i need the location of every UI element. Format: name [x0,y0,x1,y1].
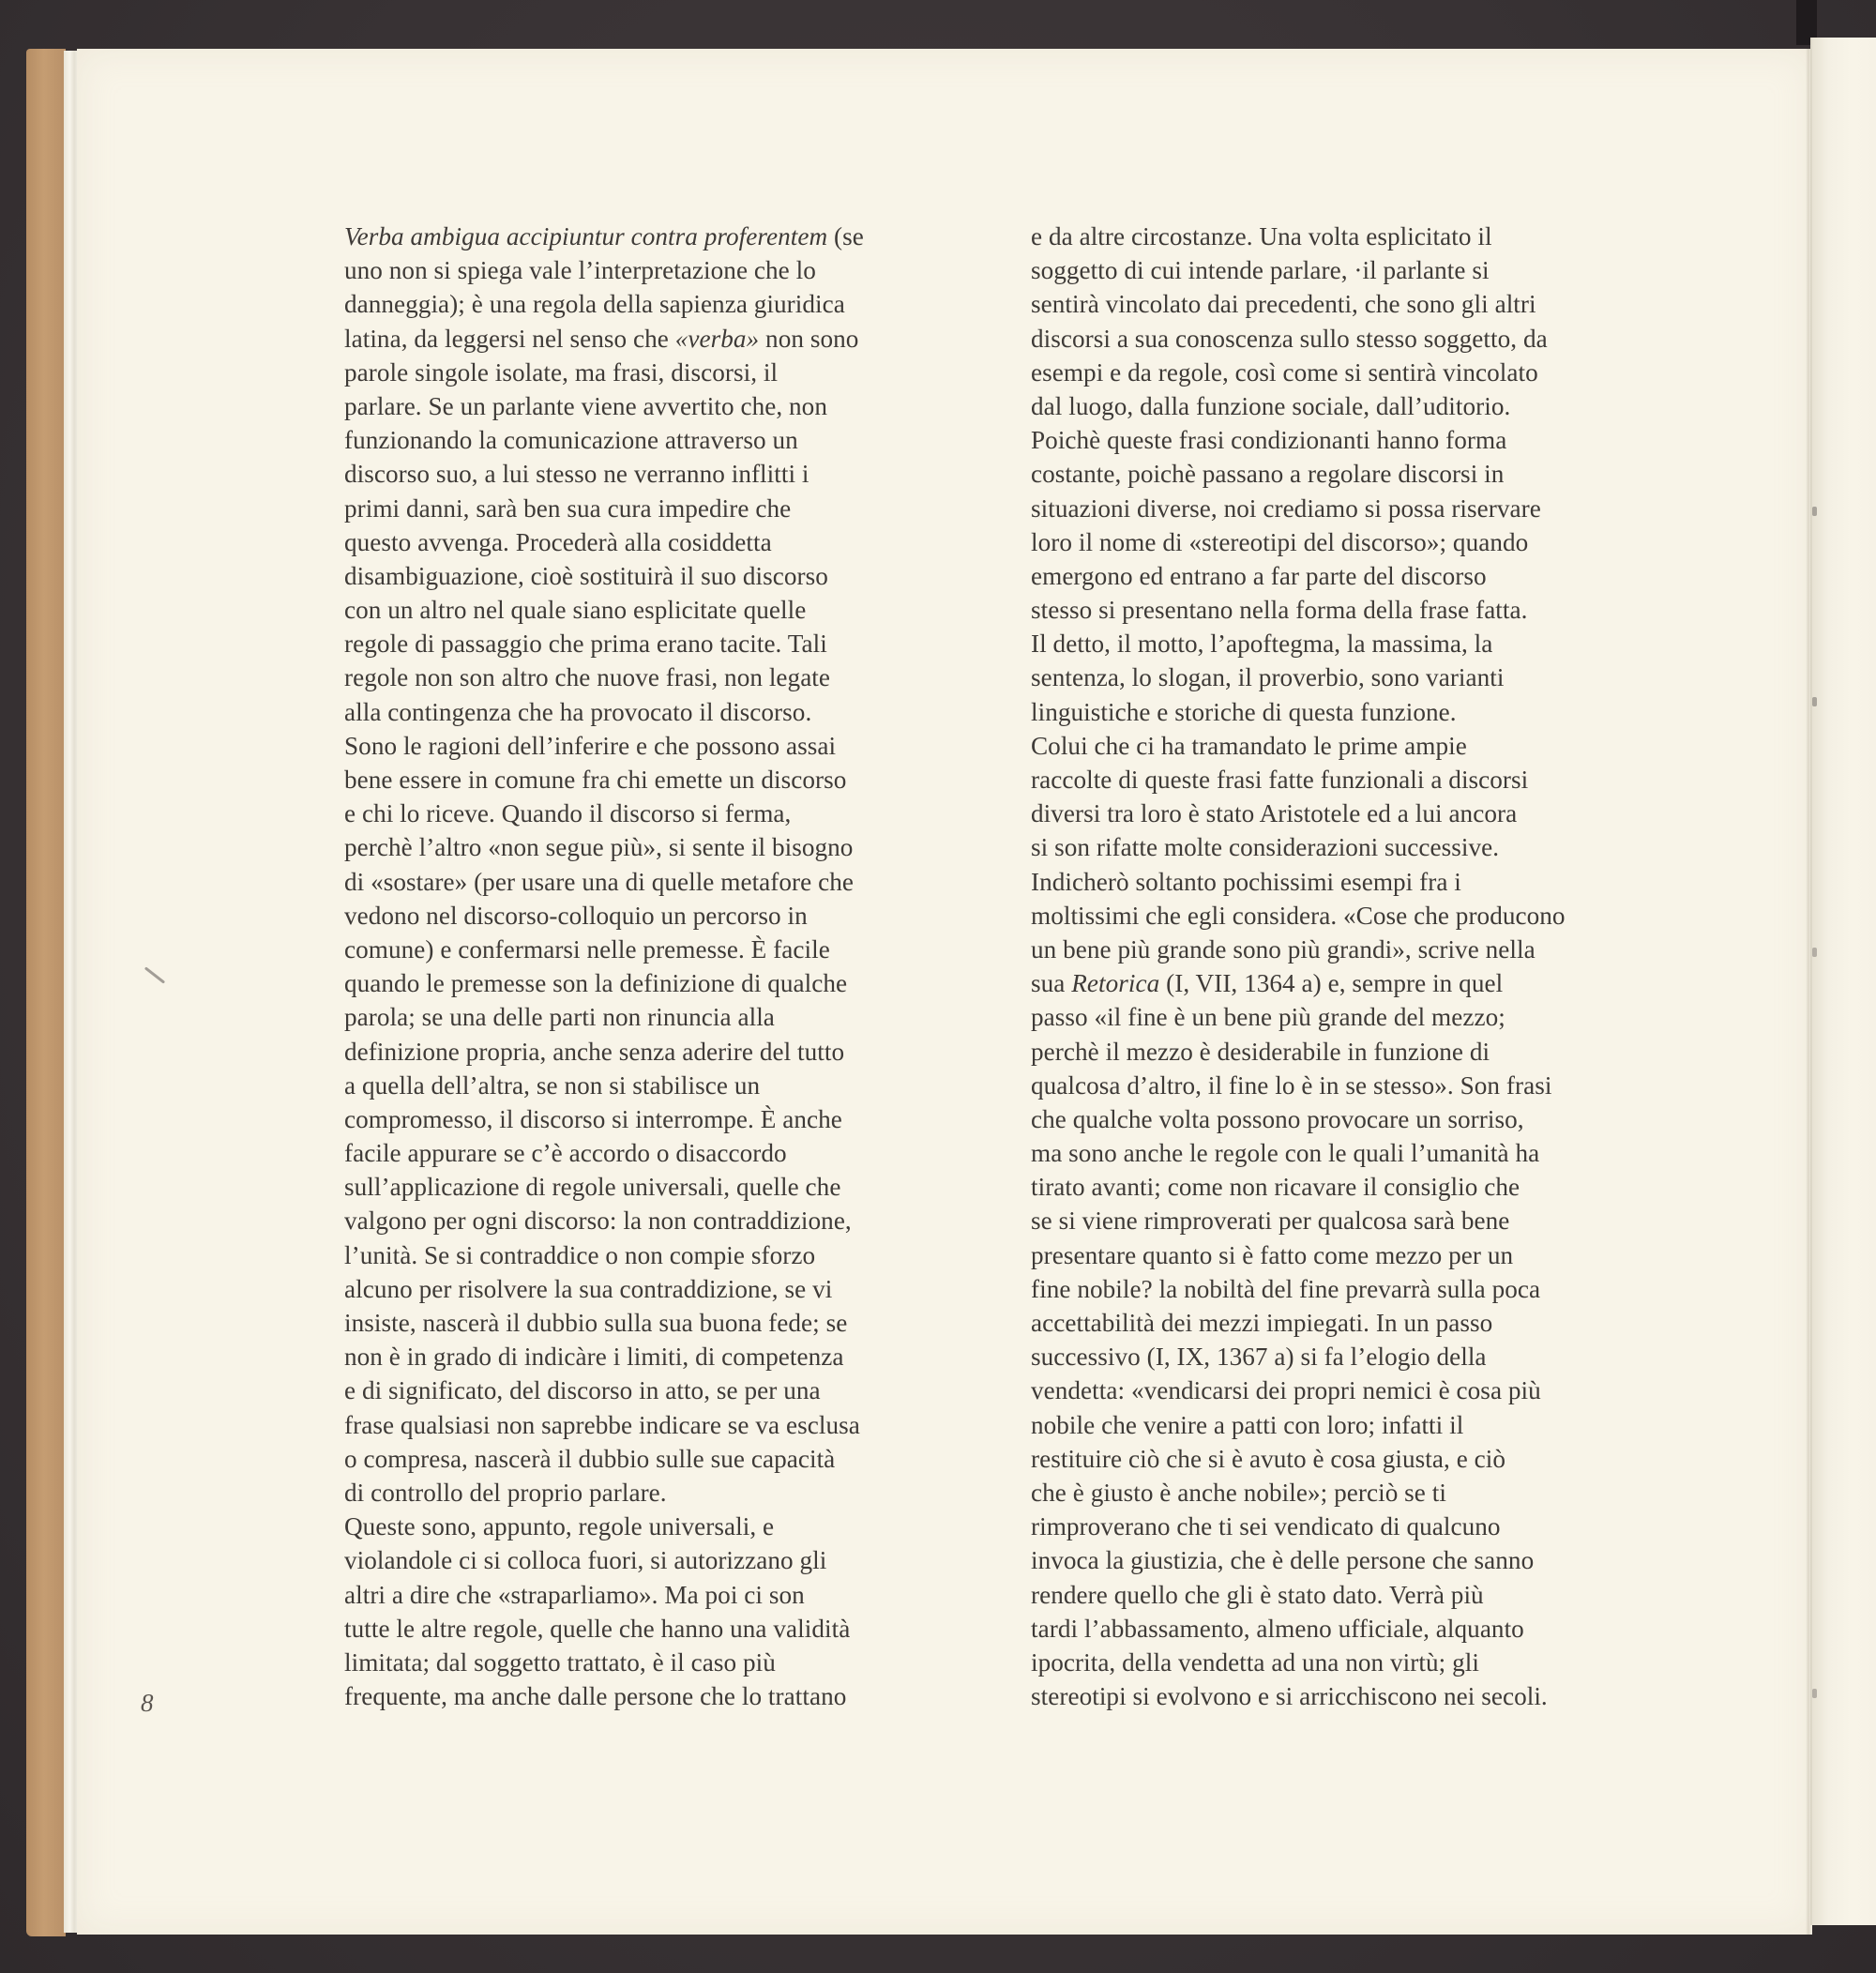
text-line [1031,1612,1650,1646]
text-line [344,559,945,593]
text-run: di «sostare» (per usare una di quelle metafore che [344,867,854,896]
text-line [1031,695,1650,729]
text-line [1031,1204,1650,1237]
text-line [344,899,945,933]
text-run: l’unità. Se si contraddice o non compie sforzo [344,1240,816,1269]
margin-mark [1812,697,1817,706]
text-line [1031,1136,1650,1170]
text-run: e chi lo riceve. Quando il discorso si ferma, [344,799,792,828]
text-run: funzionando la comunicazione attraverso un [344,426,798,455]
text-run: invoca la giustizia, che è delle persone che sanno [1031,1546,1535,1575]
text-run: tardi l’abbassamento, almeno ufficiale, alquanto [1031,1614,1524,1643]
text-line [344,830,945,864]
text-line [1031,1035,1650,1069]
text-run: moltissimi che egli considera. «Cose che producono [1031,901,1566,930]
text-line [1031,220,1650,253]
text-line [344,492,945,525]
text-run: linguistiche e storiche di questa funzione. [1031,697,1457,726]
text-line [344,389,945,423]
text-line [344,729,945,763]
text-run: facile appurare se c’è accordo o disaccordo [344,1139,787,1168]
text-run: Poichè queste frasi condizionanti hanno forma [1031,426,1507,455]
text-run: passo «il fine è un bene più grande del mezzo; [1031,1003,1505,1032]
text-run: che è giusto è anche nobile»; perciò se ti [1031,1478,1446,1507]
text-run: quando le premesse son la definizione di qualche [344,969,848,998]
text-line [1031,729,1650,763]
text-line [1031,1238,1650,1272]
text-run: parola; se una delle parti non rinuncia alla [344,1003,775,1032]
italic-run: Verba ambigua accipiuntur contra proferentem [344,222,828,250]
text-run: Indicherò soltanto pochissimi esempi fra i [1031,867,1461,896]
text-run: Il detto, il motto, l’apoftegma, la massima, la [1031,630,1493,659]
text-run: tutte le altre regole, quelle che hanno una validità [344,1614,851,1643]
text-line [1031,525,1650,559]
text-line [344,457,945,491]
text-run: sua [1031,969,1072,998]
text-run: rendere quello che gli è stato dato. Verrà più [1031,1580,1484,1609]
text-line [344,627,945,660]
text-line [344,1170,945,1204]
text-run: qualcosa d’altro, il fine lo è in se stesso». Son frasi [1031,1070,1552,1100]
text-run: stesso si presentano nella forma della frase fatta. [1031,596,1528,625]
text-run: rimproverano che ti sei vendicato di qualcuno [1031,1512,1501,1541]
text-run: ma sono anche le regole con le quali l’umanità ha [1031,1139,1540,1168]
text-run: diversi tra loro è stato Aristotele ed a lui ancora [1031,799,1518,828]
italic-run: «verba» [674,324,760,353]
text-line [1031,1340,1650,1374]
text-line [344,1679,945,1713]
text-line [1031,1679,1650,1713]
text-line [1031,797,1650,830]
text-run: insiste, nascerà il dubbio sulla sua buona fede; se [344,1309,848,1337]
text-line [1031,660,1650,694]
text-run: questo avvenga. Procederà alla cosiddetta [344,527,772,556]
text-run: costante, poichè passano a regolare discorsi in [1031,460,1505,489]
text-run: con un altro nel quale siano esplicitate quelle [344,596,807,625]
text-line [1031,1646,1650,1679]
text-line [344,1238,945,1272]
text-line [344,966,945,1000]
text-line [344,1510,945,1543]
text-line [344,1069,945,1102]
margin-mark [1812,507,1817,516]
text-line [1031,1578,1650,1612]
text-line [344,287,945,321]
text-run: uno non si spiega vale l’interpretazione che lo [344,256,816,285]
book-spine [26,49,66,1936]
text-line [344,356,945,389]
text-line [344,423,945,457]
text-line [1031,1170,1650,1204]
text-line [1031,627,1650,660]
text-run: di controllo del proprio parlare. [344,1478,667,1507]
text-run: (se [827,222,864,250]
text-line [344,1204,945,1237]
text-run: se si viene rimproverati per qualcosa sarà bene [1031,1207,1510,1236]
text-run: bene essere in comune fra chi emette un discorso [344,766,847,794]
text-line [344,1035,945,1069]
text-run: discorsi a sua conoscenza sullo stesso soggetto, da [1031,324,1548,353]
text-run: accettabilità dei mezzi impiegati. In un passo [1031,1309,1493,1337]
text-run: e da altre circostanze. Una volta esplicitato il [1031,222,1492,250]
page-number: 8 [141,1689,154,1717]
text-line [1031,899,1650,933]
text-run: alcuno per risolvere la sua contraddizione, se vi [344,1274,833,1303]
text-line [344,1646,945,1679]
text-run: sentirà vincolato dai precedenti, che sono gli altri [1031,290,1536,319]
text-line [1031,287,1650,321]
text-line [344,695,945,729]
text-line [344,1272,945,1306]
text-line [344,525,945,559]
text-line [1031,322,1650,356]
text-run: danneggia); è una regola della sapienza giuridica [344,290,845,319]
text-line [344,797,945,830]
text-run: dal luogo, dalla funzione sociale, dall’uditorio. [1031,391,1511,420]
facing-page-edge [1810,38,1876,1925]
text-column-right [1031,220,1650,1713]
text-run: limitata; dal soggetto trattato, è il caso più [344,1647,776,1677]
text-line [344,1102,945,1136]
text-run: stereotipi si evolvono e si arricchiscono nei secoli. [1031,1682,1548,1711]
text-line [344,1374,945,1407]
text-line [1031,1442,1650,1476]
text-run: non è in grado di indicàre i limiti, di competenza [344,1343,844,1372]
text-line [1031,1272,1650,1306]
text-line [1031,966,1650,1000]
text-line [1031,253,1650,287]
text-run: e di significato, del discorso in atto, se per una [344,1376,821,1405]
text-run: un bene più grande sono più grandi», scrive nella [1031,934,1536,964]
text-run: parole singole isolate, ma frasi, discorsi, il [344,357,779,387]
text-run: loro il nome di «stereotipi del discorso»; quando [1031,527,1529,556]
text-line [344,865,945,899]
text-run: regole non son altro che nuove frasi, non legate [344,663,831,692]
text-run: perchè il mezzo è desiderabile in funzione di [1031,1037,1490,1066]
italic-run: Retorica [1071,969,1160,998]
text-line [1031,865,1650,899]
text-run: ipocrita, della vendetta ad una non virtù; gli [1031,1647,1479,1677]
text-line [1031,1476,1650,1510]
text-line [1031,1306,1650,1340]
text-run: definizione propria, anche senza aderire del tutto [344,1037,845,1066]
text-line [344,1476,945,1510]
text-line [1031,763,1650,797]
text-line [344,933,945,966]
text-line [1031,1374,1650,1407]
text-run: nobile che venire a patti con loro; infatti il [1031,1410,1464,1439]
text-line [1031,1543,1650,1577]
text-run: primi danni, sarà ben sua cura impedire che [344,493,792,523]
text-run: alla contingenza che ha provocato il discorso. [344,697,812,726]
text-line [1031,457,1650,491]
text-line [344,322,945,356]
text-run: Sono le ragioni dell’inferire e che possono assai [344,731,837,760]
text-run: regole di passaggio che prima erano tacite. Tali [344,630,827,659]
margin-mark [1812,948,1817,957]
text-run: si son rifatte molte considerazioni successive. [1031,833,1500,862]
text-line [344,763,945,797]
text-line [344,1000,945,1034]
text-run: parlare. Se un parlante viene avvertito che, non [344,391,827,420]
margin-mark [1812,1689,1817,1698]
text-line [344,220,945,253]
text-run: compromesso, il discorso si interrompe. È anche [344,1104,842,1133]
gutter-fold [1806,49,1811,1935]
text-column-left [344,220,945,1713]
text-run: frequente, ma anche dalle persone che lo trattano [344,1682,847,1711]
text-run: che qualche volta possono provocare un sorriso, [1031,1104,1524,1133]
text-line [1031,1408,1650,1442]
text-run: perchè l’altro «non segue più», si sente il bisogno [344,833,854,862]
text-run: discorso suo, a lui stesso ne verranno inflitti i [344,460,809,489]
text-run: emergono ed entrano a far parte del discorso [1031,561,1487,590]
text-run: soggetto di cui intende parlare, ·il parlante si [1031,256,1490,285]
text-run: tirato avanti; come non ricavare il consiglio che [1031,1173,1520,1202]
text-run: Queste sono, appunto, regole universali, e [344,1512,775,1541]
text-run: (I, VII, 1364 a) e, sempre in quel [1159,969,1504,998]
text-line [1031,593,1650,627]
text-run: raccolte di queste frasi fatte funzionali a discorsi [1031,766,1529,794]
text-line [344,253,945,287]
text-run: fine nobile? la nobiltà del fine prevarrà sulla poca [1031,1274,1541,1303]
text-line [344,1136,945,1170]
text-run: Colui che ci ha tramandato le prime ampie [1031,731,1467,760]
text-run: sentenza, lo slogan, il proverbio, sono varianti [1031,663,1505,692]
text-line [344,1578,945,1612]
text-line [344,660,945,694]
text-line [344,1408,945,1442]
text-run: altri a dire che «straparliamo». Ma poi ci son [344,1580,805,1609]
text-line [1031,423,1650,457]
text-run: comune) e confermarsi nelle premesse. È facile [344,934,830,964]
text-run: presentare quanto si è fatto come mezzo per un [1031,1240,1514,1269]
text-line [1031,559,1650,593]
text-line [1031,1000,1650,1034]
text-run: vendetta: «vendicarsi dei propri nemici è cosa più [1031,1376,1541,1405]
text-line [1031,830,1650,864]
text-run: violandole ci si colloca fuori, si autorizzano gli [344,1546,827,1575]
text-line [1031,1102,1650,1136]
text-run: non sono [759,324,859,353]
text-line [1031,389,1650,423]
text-line [344,1340,945,1374]
text-line [344,593,945,627]
text-line [344,1442,945,1476]
text-run: restituire ciò che si è avuto è cosa giusta, e ciò [1031,1444,1506,1473]
text-line [344,1306,945,1340]
text-run: successivo (I, IX, 1367 a) si fa l’elogio della [1031,1343,1487,1372]
text-run: disambiguazione, cioè sostituirà il suo discorso [344,561,828,590]
text-line [1031,1069,1650,1102]
text-run: latina, da leggersi nel senso che [344,324,675,353]
text-run: situazioni diverse, noi crediamo si possa riservare [1031,493,1541,523]
text-run: valgono per ogni discorso: la non contraddizione, [344,1207,852,1236]
text-line [1031,1510,1650,1543]
text-run: frase qualsiasi non saprebbe indicare se va esclusa [344,1410,860,1439]
text-line [1031,356,1650,389]
text-run: esempi e da regole, così come si sentirà vincolato [1031,357,1538,387]
text-line [1031,933,1650,966]
text-line [344,1543,945,1577]
text-run: vedono nel discorso-colloquio un percorso in [344,901,808,930]
text-run: o compresa, nascerà il dubbio sulle sue capacità [344,1444,836,1473]
text-line [1031,492,1650,525]
text-run: sull’applicazione di regole universali, quelle che [344,1173,841,1202]
text-line [344,1612,945,1646]
text-run: a quella dell’altra, se non si stabilisce un [344,1070,761,1100]
